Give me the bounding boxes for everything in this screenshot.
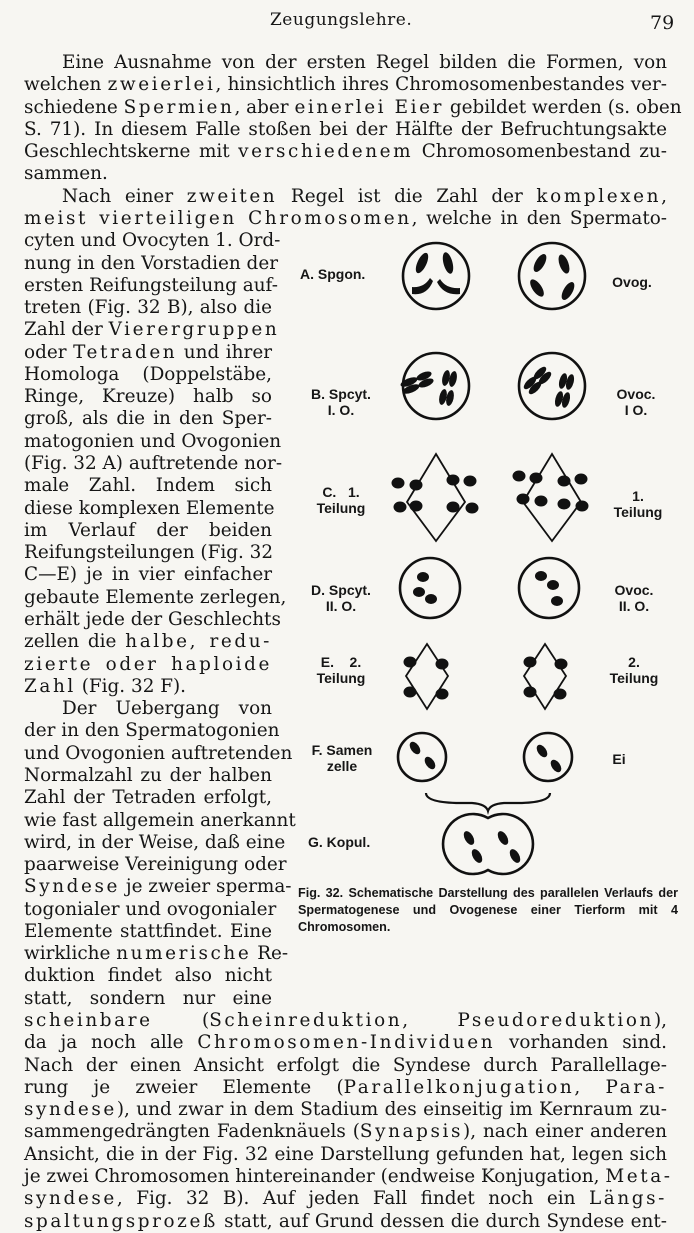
- text-run: treten (Fig. 32 B), also die: [24, 297, 272, 319]
- label-d-left-line1: D. Spcyt.: [311, 582, 371, 598]
- text-run: ),: [653, 1010, 667, 1032]
- text-run: wie fast allgemein anerkannt: [24, 809, 296, 831]
- text-run: Nach der einen Ansicht erfolgt die Syndese durch Parallellage-: [24, 1054, 667, 1076]
- label-b-right-line1: Ovoc.: [616, 386, 656, 402]
- text-line: [24, 831, 286, 854]
- text-line: [24, 230, 281, 252]
- text-run: Normalzahl zu der halben: [24, 764, 272, 786]
- text-line: [24, 163, 667, 185]
- text-line: [62, 52, 667, 74]
- label-d-ovocyte-2: [602, 582, 666, 614]
- text-run: Elemente stattfindet. Eine: [24, 920, 272, 942]
- text-run: paarweise Vereinigung oder: [24, 854, 287, 876]
- text-run: ,: [574, 1076, 606, 1098]
- label-b-right-line2: I O.: [624, 402, 648, 418]
- text-run: ), und zwar in dem Stadium des einseitig im Kernraum zu-: [116, 1099, 667, 1121]
- spaced-emphasis: syndese: [24, 1099, 117, 1121]
- chromosome: [528, 277, 547, 299]
- label-f-left-line1: F. Samen: [311, 742, 373, 758]
- text-line: [24, 1055, 667, 1077]
- spaced-emphasis: zweierlei: [107, 74, 216, 96]
- text-line: [24, 765, 272, 787]
- text-run: zellen die: [24, 631, 126, 653]
- text-line: [24, 1099, 667, 1121]
- text-line: [62, 186, 667, 208]
- text-line: [24, 386, 272, 408]
- spermatocyte-2-cell: [400, 558, 460, 618]
- label-d-right-line1: Ovoc.: [614, 582, 654, 598]
- text-line: [24, 1166, 673, 1188]
- chromosome: [413, 251, 430, 275]
- text-line: [24, 74, 667, 96]
- text-run: , welche in den Spermato-: [411, 207, 667, 229]
- chromosome: [556, 253, 571, 275]
- label-e-left-line2: Teilung: [316, 670, 366, 686]
- text-line: [24, 141, 667, 163]
- spaced-emphasis: zweiten: [186, 185, 278, 207]
- text-run: der in den Spermatogonien: [24, 720, 280, 742]
- text-run: (Fig. 32 F).: [75, 675, 187, 697]
- label-d-right-line2: II. O.: [618, 598, 650, 614]
- text-run: Eine Ausnahme von der ersten Regel bilden die Formen, von: [62, 52, 667, 73]
- egg-cell: [524, 733, 572, 781]
- spaced-emphasis: spaltungsprozeß: [24, 1210, 218, 1232]
- spaced-emphasis: Zahl: [24, 675, 76, 697]
- text-line: [24, 497, 275, 520]
- text-run: da ja noch alle: [24, 1032, 198, 1054]
- text-line: [24, 364, 272, 386]
- text-line: [24, 319, 280, 341]
- label-a-spermatogonia: A. Spgon.: [300, 266, 366, 282]
- label-e-right-line2: Teilung: [609, 670, 659, 686]
- text-run: nung in den Vorstadien der: [24, 252, 278, 274]
- spaced-emphasis: Para-: [605, 1076, 667, 1098]
- text-run: Chromosomenbestand zu-: [413, 141, 667, 163]
- text-run: Ansicht, die in der Fig. 32 eine Darstellung gefunden hat, legen sich: [24, 1143, 667, 1165]
- text-line: [24, 1188, 667, 1210]
- text-run: Re-: [251, 943, 289, 965]
- text-run: Nach einer: [62, 185, 187, 207]
- text-run: und Ovogonien auftretenden: [24, 742, 293, 764]
- text-run: oder: [24, 341, 74, 363]
- text-line: [24, 208, 667, 230]
- label-c-left: [302, 484, 380, 516]
- label-b-ovocyte: [606, 386, 666, 418]
- label-b-spermatocyte: [306, 386, 376, 418]
- label-e-right-line1: 2.: [628, 654, 640, 670]
- spaced-emphasis: Längs-: [588, 1188, 667, 1210]
- text-line: [24, 787, 272, 809]
- text-line: [24, 475, 272, 497]
- text-run: C—E) je in vier einfacher: [24, 564, 272, 586]
- division-1-spindle-right: [523, 454, 581, 541]
- text-line: [24, 943, 289, 965]
- label-b-left-line2: I. O.: [327, 402, 355, 418]
- text-line: [24, 988, 272, 1010]
- page-number: 79: [650, 12, 675, 34]
- spaced-emphasis: meist vierteiligen Chromosomen: [24, 207, 412, 229]
- text-run: statt, auf Grund dessen die durch Syndese ent-: [217, 1210, 667, 1232]
- sperm-cell: [398, 733, 446, 781]
- label-a-ovogonia: Ovog.: [612, 274, 652, 290]
- text-run: je zweier sperma-: [120, 876, 292, 898]
- text-line: [24, 965, 272, 987]
- text-line: [24, 520, 272, 542]
- text-run: Zahl der Tetraden erfolgt,: [24, 787, 272, 809]
- label-d-spermatocyte-2: [306, 582, 376, 614]
- text-run: ,: [402, 1010, 458, 1032]
- text-line: [24, 96, 682, 119]
- text-run: , hinsichtlich ihres Chromosomenbestandes ver-: [215, 74, 667, 96]
- text-line: [24, 676, 272, 698]
- division-1-spindle-left: [407, 454, 465, 541]
- text-line: [24, 1144, 667, 1166]
- label-d-left-line2: II. O.: [325, 598, 357, 614]
- figure-drawing: [296, 236, 682, 886]
- spaced-emphasis: Scheinreduktion: [209, 1010, 403, 1032]
- spaced-emphasis: Tetraden: [73, 341, 178, 363]
- text-run: , Fig. 32 B). Auf jeden Fall findet noch ein: [116, 1188, 589, 1210]
- fusion-brace: [426, 793, 550, 811]
- text-run: cyten und Ovocyten 1. Ord-: [24, 230, 281, 252]
- label-c-right: [606, 488, 670, 520]
- text-line: [24, 586, 287, 609]
- spaced-emphasis: Synapsis: [359, 1121, 464, 1143]
- text-run: sammen.: [24, 163, 108, 185]
- spaced-emphasis: Pseudoreduktion: [457, 1010, 654, 1032]
- text-run: Der Uebergang von: [62, 698, 272, 720]
- text-line: [24, 1077, 667, 1099]
- chromosome: [437, 279, 460, 294]
- text-run: (Fig. 32 A) auftretende nor-: [24, 453, 283, 475]
- label-f-left-line2: zelle: [326, 758, 358, 774]
- label-e-right: [602, 654, 666, 686]
- spaced-emphasis: scheinbare: [24, 1010, 153, 1032]
- text-run: Zahl der: [24, 319, 109, 341]
- text-line: [24, 609, 281, 631]
- spaced-emphasis: Meta-: [605, 1166, 673, 1187]
- text-run: und ihrer: [177, 341, 272, 363]
- label-f-sperm: [304, 742, 380, 774]
- text-run: wird, in der Weise, daß eine: [24, 831, 286, 853]
- text-run: Regel ist die Zahl der: [277, 185, 537, 207]
- text-line: [24, 631, 272, 653]
- text-run: rung je zweier Elemente (: [24, 1076, 344, 1098]
- text-line: [24, 1010, 667, 1032]
- spaced-emphasis: einerlei Eier: [294, 96, 444, 118]
- label-e-left: [306, 654, 376, 686]
- zygote-outline: [443, 814, 533, 874]
- running-header: [0, 8, 694, 38]
- text-run: ), nach einer anderen: [463, 1121, 667, 1143]
- text-line: [24, 1121, 667, 1143]
- text-run: im Verlauf der beiden: [24, 519, 272, 541]
- label-g-copulation: G. Kopul.: [308, 834, 371, 850]
- text-run: Reifungsteilungen (Fig. 32: [24, 542, 274, 564]
- text-run: diese komplexen Elemente: [24, 497, 275, 519]
- text-line: [24, 274, 278, 297]
- text-run: sammengedrängten Fadenknäuels (: [24, 1121, 360, 1143]
- text-line: [24, 742, 293, 765]
- text-run: schiedene: [24, 96, 124, 118]
- text-run: ersten Reifungsteilung auf-: [24, 274, 278, 296]
- text-line: [24, 430, 282, 453]
- text-line: [24, 119, 667, 141]
- text-line: [24, 297, 272, 319]
- text-line: [24, 252, 278, 275]
- text-run: Geschlechtskerne mit: [24, 141, 239, 163]
- label-c-right-line2: Teilung: [613, 504, 663, 520]
- text-run: vorhanden sind.: [495, 1032, 667, 1054]
- spaced-emphasis: numerische: [116, 943, 252, 965]
- text-line: [62, 698, 272, 720]
- text-line: [24, 542, 272, 564]
- text-line: [24, 809, 296, 832]
- spaced-emphasis: komplexen: [536, 185, 662, 207]
- spaced-emphasis: halbe, redu-: [125, 631, 272, 653]
- spermatogonium-cell: [403, 243, 469, 309]
- spaced-emphasis: syndese: [24, 1188, 117, 1210]
- text-run: gebaute Elemente zerlegen,: [24, 586, 287, 608]
- text-line: [24, 720, 280, 742]
- text-line: [24, 1032, 667, 1054]
- text-line: [24, 898, 277, 921]
- text-line: [24, 408, 272, 430]
- text-run: togonialer und ovogonialer: [24, 898, 277, 920]
- label-c-left-line2: Teilung: [316, 500, 366, 516]
- text-run: je zwei Chromosomen hintereinander (endweise Konjugation,: [24, 1166, 606, 1187]
- figure-caption: Fig. 32. Schematische Darstellung des parallelen Verlaufs der Spermatogenese und Ovogenese einer Tierform mit 4 Chromosomen.: [298, 886, 678, 934]
- text-run: statt, sondern nur eine: [24, 987, 272, 1009]
- text-run: (: [152, 1010, 210, 1032]
- label-f-egg: Ei: [612, 751, 626, 767]
- spaced-emphasis: Chromosomen-Individuen: [197, 1032, 496, 1054]
- figure-32: [296, 236, 682, 936]
- text-line: [24, 854, 287, 876]
- ovogonium-cell: [519, 243, 585, 309]
- label-e-left-line1: E. 2.: [320, 654, 362, 670]
- text-run: S. 71). In diesem Falle stoßen bei der Hälfte der Befruchtungsakte: [24, 118, 667, 140]
- text-run: male Zahl. Indem sich: [24, 475, 272, 497]
- spaced-emphasis: verschiedenem: [238, 141, 414, 163]
- text-line: [24, 654, 272, 676]
- spaced-emphasis: Syndese: [24, 876, 121, 898]
- text-run: matogonien und Ovogonien: [24, 430, 282, 452]
- text-run: , aber: [234, 96, 295, 118]
- text-run: Homologa (Doppelstäbe,: [24, 363, 272, 385]
- chromosome: [441, 251, 455, 275]
- spaced-emphasis: Parallelkonjugation: [343, 1076, 575, 1098]
- text-run: Ringe, Kreuze) halb so: [24, 386, 272, 408]
- text-line: [24, 453, 283, 475]
- text-line: [24, 564, 272, 586]
- text-run: ,: [661, 185, 667, 207]
- text-run: wirkliche: [24, 943, 117, 965]
- text-run: welchen: [24, 74, 108, 96]
- chromosome: [412, 278, 433, 294]
- spaced-emphasis: Spermien: [123, 96, 235, 118]
- text-line: [24, 342, 272, 364]
- label-c-left-line1: C. 1.: [322, 484, 360, 500]
- text-line: [24, 1211, 667, 1233]
- label-b-left-line1: B. Spcyt.: [311, 386, 371, 402]
- text-line: [24, 876, 292, 898]
- label-c-right-line1: 1.: [632, 488, 644, 504]
- text-run: erhält jede der Geschlechts: [24, 609, 281, 630]
- running-title: Zeugungslehre.: [270, 10, 413, 30]
- spaced-emphasis: zierte oder haploide: [24, 653, 272, 675]
- text-run: groß, als die in den Sper-: [24, 408, 272, 430]
- text-line: [24, 921, 272, 943]
- text-run: duktion findet also nicht: [24, 965, 272, 987]
- chromosome: [531, 252, 549, 274]
- text-run: gebildet werden (s. oben: [444, 96, 682, 118]
- spaced-emphasis: Vierergruppen: [108, 319, 280, 341]
